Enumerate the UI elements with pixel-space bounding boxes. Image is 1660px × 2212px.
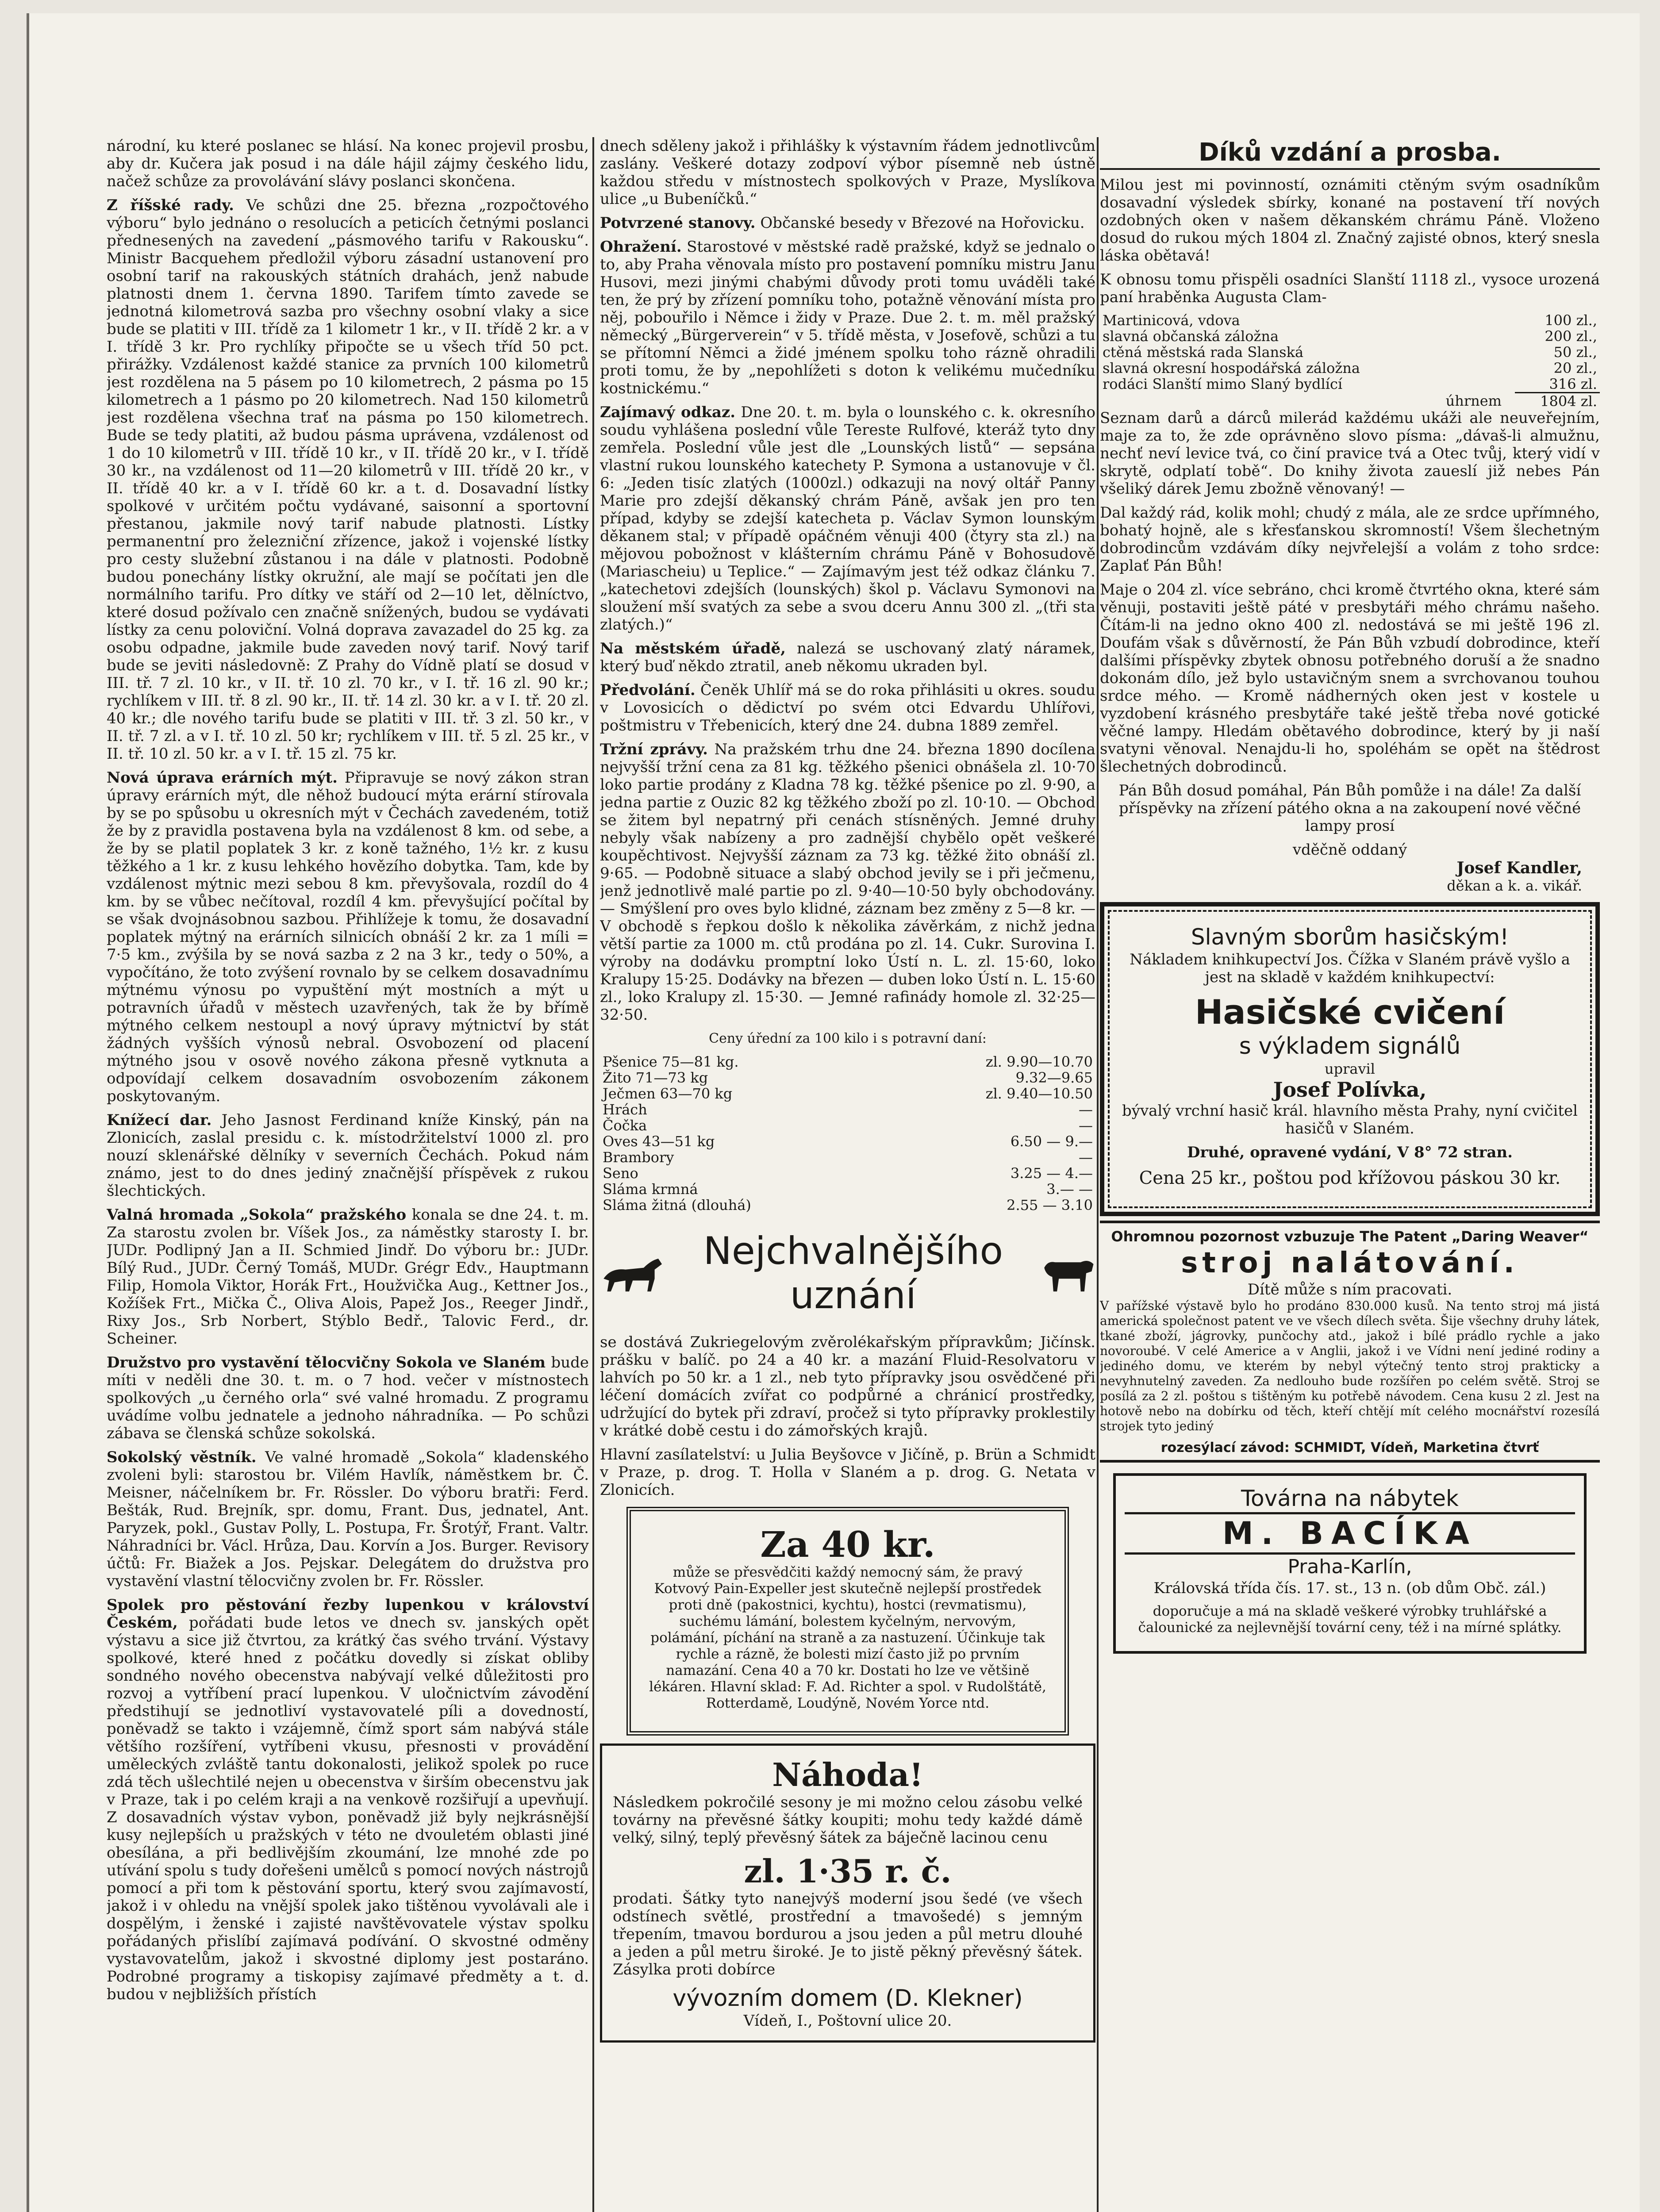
article xyxy=(107,1206,589,1348)
article xyxy=(107,769,589,1105)
commodity-price: zl. 9.90—10.70 xyxy=(985,1053,1093,1070)
notice-text: Milou jest mi povinností, oznámiti ctěným svým osadníkům dosavadní výsledek sbírky, konané na postavení tří nových ozdobných oken v našem děkanském chrámu Páně. Vloženo dosud do rukou mých 1804 zl. Značný zajisté obnos, který snesla láska obětavá! xyxy=(1100,176,1600,265)
article-text: Ve schůzi dne 25. března „rozpočtového výboru“ bylo jednáno o resolucích a peticích četnými poslanci přednesených na zavedení „pásmového tarifu v Rakousku“. Ministr Bacquehem předložil výboru zásadní ustanovení pro osobní tarif na rakouských státních drahách, jenž nabude platnosti dnem 1. června 1890. Tarifem tímto zavede se jednotná kilometrová sazba pro všechny osobní vlaky a sice bude se platiti v III. třídě za 1 kilometr 1 kr., v II. třídě 2 kr. a v I. třídě 3 kr. Pro rychlíky připočte se u všech tříd 50 pct. přirážky. Vzdálenost každé stanice za prvních 100 kilometrů jest rozdělena na 5 pásem po 10 kilometrech, 2 pásma po 15 kilometrech a 1 pásmo po 20 kilometrech. Nad 150 kilometrů jest rozdělena všechna trať na pásma po 150 kilometrech. Bude se tedy platiti, až budou pásma uprávena, vzdálenost od 1 do 10 kilometrů v III. třídě 10 kr., v II. třídě 20 kr., v I. třídě 30 kr., na vzdálenost od 11—20 kilometrů v III. třídě 20 kr., v II. třídě 40 kr. a v I. třídě 60 kr. a t. d. Dosavadní lístky spolkové v určitém počtu vydávané, saisonní a sportovní přestanou, jakmile nový tarif nabude platnosti. Lístky permanentní pro železniční zřízence, jakož i vojenské lístky pro cesty služební zůstanou i na dále v platnosti. Podobně budou ponechány lístky okružní, ale mají se počítati jen dle normálního tarifu. Pro dítky ve stáří od 2—10 let, dělníctvo, které dosud požívalo cen značně snížených, budou se vydávati lístky za cenu poloviční. Volná doprava zavazadel do 25 kg. za osobu odpadne, jakmile bude zaveden nový tarif. Nový tarif bude se jeviti následovně: Z Prahy do Vídně platí se dosud v III. tř. 7 zl. 10 kr., v II. tř. 10 zl. 70 kr., v I. tř. 16 zl. 90 kr.; rychlíkem v III. tř. 8 zl. 90 kr., II. tř. 14 zl. 30 kr. a v I. tř. 20 zl. 40 kr.; dle nového tarifu bude se platiti v III. tř. 3 zl. 50 kr., v II. tř. 7 zl. a v I. tř. 10 zl. 50 kr; rychlíkem v III. tř. 5 zl. 25 kr., v II. tř. 10 zl. 50 kr. a v I. tř. 15 zl. 75 kr. xyxy=(107,196,589,763)
ad-head: Továrna na nábytek xyxy=(1241,1486,1459,1511)
commodity-price: 2.55 — 3.10 xyxy=(1007,1197,1093,1214)
article-text: národní, ku které poslanec se hlásí. Na konec projevil prosbu, aby dr. Kučera jak posud i na dále hájil zájmy českého lidu, načež schůze za provolávání slávy poslanci skončena. xyxy=(107,137,589,190)
donor-amount: 50 zl., xyxy=(1553,344,1597,361)
notice-text: Pán Bůh dosud pomáhal, Pán Bůh pomůže i na dále! Za další příspěvky na zřízení pátého okna a na zakoupení nové věčné lampy prosí xyxy=(1118,782,1581,835)
hasici-ad xyxy=(1100,902,1600,1216)
commodity-name: Sláma žitná (dlouhá) xyxy=(603,1197,751,1214)
ad-head: Slavným sborům hasičským! xyxy=(1191,924,1509,950)
article xyxy=(107,196,589,763)
total-label: úhrnem xyxy=(1445,392,1502,410)
column-rule xyxy=(592,137,594,2212)
price-row xyxy=(600,1086,1095,1102)
closing: vděčně oddaný xyxy=(1292,841,1407,859)
donor-amount: 20 zl., xyxy=(1553,360,1597,376)
column-left xyxy=(107,137,589,2212)
donor-table xyxy=(1100,312,1600,392)
pain-expeller-ad xyxy=(626,1507,1069,1736)
ad-text: Nákladem knihkupectví Jos. Čížka v Slaném právě vyšlo a jest na skladě v každém knihkupectví: xyxy=(1130,951,1570,986)
ad-address: Královská třída čís. 17. st., 13 n. (ob dům Obč. zál.) xyxy=(1153,1579,1546,1597)
price-table xyxy=(600,1054,1095,1213)
article-heading: Potvrzené stanovy. xyxy=(600,214,756,232)
nahoda-ad xyxy=(600,1743,1095,2043)
article-heading: Knížecí dar. xyxy=(107,1111,212,1129)
donor-row xyxy=(1100,312,1600,328)
ad-firm: rozesýlací závod: SCHMIDT, Vídeň, Marketina čtvrť xyxy=(1100,1440,1600,1463)
notice-text: Maje o 204 zl. více sebráno, chci kromě čtvrtého okna, které sám věnuji, postaviti ještě páté v presbytáři mého chrámu našeho. Čítám-li na jedno okno 400 zl. nedostává se mi ještě 196 zl. Doufám však s důvěrností, že Pán Bůh vzbudí dobrodince, kteří dalšími příspěvky zbytek obnosu potřebného doruší a že snadno dokonám dílo, jež bylo ustavičným snem a svrchovanou touhou srdce mého. — Kromě nádherných oken jest v kostele u vyzdobení krásného presbytáře také ještě třeba nové gotické věčné lampy. Hledám obětavého dobrodince, který by ji naší svatyni věnoval. Nenajdu-li ho, spoléhám se opět na štědrost šlechetných dobrodinců. xyxy=(1100,581,1600,776)
donor-amount: 316 zl. xyxy=(1549,376,1597,392)
ad-text: Následkem pokročilé sesony je mi možno celou zásobu velké továrny na převěsné šátky koupiti; mohu tedy každé dámě velký, silný, teplý převěsný šátek za báječně lacinou cenu xyxy=(613,1793,1083,1847)
article xyxy=(107,1448,589,1590)
book-author: Josef Polívka, xyxy=(1273,1078,1427,1102)
commodity-name: Brambory xyxy=(603,1149,674,1166)
ad-title: stroj nalátování. xyxy=(1181,1247,1519,1279)
column-rule xyxy=(1097,137,1099,2212)
donor-row xyxy=(1100,328,1600,344)
ad-city: Praha-Karlín, xyxy=(1287,1555,1412,1578)
price-row xyxy=(600,1133,1095,1149)
article xyxy=(600,214,1095,232)
donor-total xyxy=(1100,392,1600,409)
commodity-name: Pšenice 75—81 kg. xyxy=(603,1053,739,1070)
column-right xyxy=(1100,137,1600,2212)
ad-text: doporučuje a má na skladě veškeré výrobky truhlářské a čalounické za nejlevnější tovární ceny, též i na mírné splátky. xyxy=(1138,1603,1562,1636)
article-heading: Zajímavý odkaz. xyxy=(600,403,736,421)
article-text: se dostává Zukriegelovým zvěrolékařským přípravkům; Jičínsk. prášku v balíč. po 24 a 40 kr. a mazání Fluid-Resolvatoru v lahvích po 50 kr. a 1 zl., neb tyto přípravky jsou osvědčené při léčení domácích zvířat co podpůrné a chránicí prostředky, udržující do bytek při zdraví, pročež si tyto přípravky proklestily v krátké době cestu i do zámořských krajů. xyxy=(600,1333,1095,1440)
article xyxy=(600,741,1095,1024)
article-heading: Na městském úřadě, xyxy=(600,640,786,657)
price-row xyxy=(600,1165,1095,1181)
donor-name: ctěná městská rada Slanská xyxy=(1103,344,1304,361)
banner-title: Nejchvalnějšího uznání xyxy=(703,1229,1003,1317)
notice-title: Díků vzdání a prosba. xyxy=(1100,137,1600,170)
newspaper-page xyxy=(27,13,1640,2212)
article-heading: Družstvo pro vystavění tělocvičny Sokola ve Slaném xyxy=(107,1354,546,1371)
commodity-price: 3.— — xyxy=(1046,1181,1093,1198)
article-heading: Sokolský věstník. xyxy=(107,1448,257,1466)
article xyxy=(107,1596,589,2003)
donor-row xyxy=(1100,344,1600,360)
price-row xyxy=(600,1070,1095,1086)
article xyxy=(107,1111,589,1200)
commodity-name: Seno xyxy=(603,1165,638,1182)
book-subtitle: s výkladem signálů xyxy=(1239,1033,1461,1060)
donor-name: slavná občanská záložna xyxy=(1103,328,1279,345)
horse-icon xyxy=(600,1249,665,1298)
article-text: Starostové v městské radě pražské, když se jednalo o to, aby Praha věnovala místo pro postavení pomníku mistru Janu Husovi, mezi jinými chabými důvody proti tomu uváděli také ten, že prý by zřízení pomníku toho, potažně věnování místa pro něj, pobouřilo i Němce i židy v Praze. Due 2. t. m. měl pražský německý „Bürgerverein“ v 5. třídě města, v Josefově, schůzi a tu se přítomní Němci a židé jménem spolku toho rázně ohradili proti tomu, že by „nepohlížeti s doton k velikému mučedníku kostnickému.“ xyxy=(600,238,1095,397)
column-middle xyxy=(600,137,1095,2212)
notice-text: Dal každý rád, kolik mohl; chudý z mála, ale ze srdce upřímného, bohatý hojně, ale s křesťanskou skromností! Všem šlechetným dobrodincům vzdávám díky nejvřelejší a volám z toho srdce: Zaplať Pán Bůh! xyxy=(1100,504,1600,575)
article-heading: Předvolání. xyxy=(600,681,696,699)
ad-price: zl. 1·35 r. č. xyxy=(744,1852,952,1890)
commodity-name: Oves 43—51 kg xyxy=(603,1133,715,1150)
author-desc: bývalý vrchní hasič král. hlavního města Prahy, nyní cvičitel hasičů v Slaném. xyxy=(1122,1102,1578,1137)
article xyxy=(600,403,1095,634)
commodity-name: Sláma krmná xyxy=(603,1181,698,1198)
price-row xyxy=(600,1102,1095,1118)
article-heading: Spolek pro pěstování řezby lupenkou v království Českém, xyxy=(107,1596,589,1632)
ad-text: prodati. Šátky tyto nanejvýš moderní jsou šedé (ve všech odstínech světlé, prostřední a tmavošedé) s jemným třepením, tmavou bordurou a jsou jeden a půl metru dlouhé a jeden a půl metru široké. Je to jistě pěkný převěsný šátek. Zásylka proti dobírce xyxy=(613,1890,1083,1978)
price-table-title: Ceny úřední za 100 kilo i s potravní daní: xyxy=(709,1031,987,1046)
article-text: nalezá se uschovaný zlatý náramek, který buď někdo ztratil, aneb někomu ukraden byl. xyxy=(600,640,1095,675)
donor-name: rodáci Slanští mimo Slaný bydlící xyxy=(1103,376,1343,392)
notice-text: K obnosu tomu přispěli osadníci Slanští 1118 zl., vysoce urozená paní hraběnka Augusta Clam- xyxy=(1100,271,1600,306)
signature-title: děkan a k. a. vikář. xyxy=(1447,877,1582,894)
commodity-name: Čočka xyxy=(603,1117,647,1134)
total-amount: 1804 zl. xyxy=(1515,393,1600,410)
commodity-name: Ječmen 63—70 kg xyxy=(603,1085,733,1102)
price-row xyxy=(600,1149,1095,1165)
commodity-price: zl. 9.40—10.50 xyxy=(985,1085,1093,1102)
commodity-price: — xyxy=(1079,1101,1093,1118)
article-text: Čeněk Uhlíř má se do roka přihlásiti u okres. soudu v Lovosicích o dědictví po svém otci Edvardu Uhlířovi, poštmistru v Třebenicích, který dne 24. dubna 1889 zemřel. xyxy=(600,681,1095,734)
furniture-ad xyxy=(1113,1473,1587,1654)
donor-row xyxy=(1100,360,1600,376)
article-heading: Z říšské rady. xyxy=(107,196,234,214)
book-price: Cena 25 kr., poštou pod křížovou páskou 30 kr. xyxy=(1139,1168,1561,1188)
banner-row xyxy=(600,1222,1095,1325)
article-text: Dne 20. t. m. byla o lounského c. k. okresního soudu vyhlášena poslední vůle Tereste Rulfové, kteráž tyto dny zemřela. Poslední vůle jest dle „Lounských listů“ — sepsána vlastní rukou lounského katechety P. Symona a ustanovuje v čl. 6: „Jeden tisíc zlatých (1000zl.) odkazuji na nový oltář Panny Marie pro zdejší děkanský chrám Páně, avšak jen pro ten případ, kdyby se zdejší katecheta p. Václav Symon lounským děkanem stal; v případě opáčném věnuji 400 (čtyry sta zl.) na mějovou pobožnost v klášterním chrámu Páně v Bohosudově (Mariascheiu) u Teplice.“ — Zajímavým jest též odkaz článku 7. „katechetovi zdejších (lounských) škol p. Václavu Symonovi na sloužení mší svatých za sebe a svou dceru Annu 300 zl. „(tři sta zlatých.)“ xyxy=(600,403,1095,634)
article-text: bude míti v neděli dne 30. t. m. o 7 hod. večer v místnostech spolkových „u černého orla“ své valné hromadu. Z programu uvádíme volbu jednatele a jednoho náhradníka. — Po schůzi zábava se členská schůze sokolská. xyxy=(107,1354,589,1442)
ad-text: V pařížské výstavě bylo ho prodáno 830.000 kusů. Na tento stroj má jistá americká společnost patent ve ve všech dílech světa. Šije všechny druhy látek, tkané zboží, jágrovky, punčochy atd., jakož i bílé prádlo rychle a jako novoroubé. V celé Americe a v Anglii, jakož i ve Vídni není jediné rodiny a jediného domu, ve kterém by nebyl výtečný tento stroj prakticky a nevyhnutelný zaveden. Za nedlouho bude rozšířen po celém světě. Stroj se posílá za 2 zl. poštou s tištěným ku potřebě návodem. Cena kusu 2 zl. Jest na hotově nebo na dobírku od těch, kteří chtějí mít celého mocnářství rozesílá strojek tyto jediný xyxy=(1100,1298,1600,1433)
price-row xyxy=(600,1181,1095,1197)
ad-title: Za 40 kr. xyxy=(760,1524,935,1565)
donor-amount: 200 zl., xyxy=(1545,328,1597,345)
donor-name: slavná okresní hospodářská záložna xyxy=(1103,360,1360,376)
cow-icon xyxy=(1041,1249,1095,1298)
donor-row xyxy=(1100,376,1600,392)
commodity-price: — xyxy=(1079,1149,1093,1166)
article xyxy=(600,640,1095,675)
article-text: Hlavní zasílatelství: u Julia Beyšovce v Jičíně, p. Brün a Schmidt v Praze, p. drog. T. Holla v Slaném a p. drog. G. Netata v Zlonicích. xyxy=(600,1446,1095,1499)
article-heading: Ohražení. xyxy=(600,238,682,256)
price-row xyxy=(600,1118,1095,1133)
article-text: dnech sděleny jakož i přihlášky k výstavním řádem jednotlivcům zaslány. Veškeré dotazy zodpoví výbor písemně neb ústně každou středu v místnostech spolkových v Praze, Myslíkova ulice „u Bubeníčků.“ xyxy=(600,137,1095,208)
article xyxy=(600,681,1095,734)
book-edition: Druhé, opravené vydání, V 8° 72 stran. xyxy=(1187,1144,1513,1161)
ad-firm: vývozním domem (D. Klekner) xyxy=(672,1985,1023,2012)
article-text: Občanské besedy v Březové na Hořovicku. xyxy=(760,214,1085,232)
commodity-price: 3.25 — 4.— xyxy=(1010,1165,1093,1182)
article xyxy=(107,1354,589,1442)
ad-address: Vídeň, I., Poštovní ulice 20. xyxy=(743,2012,952,2030)
loom-ad xyxy=(1100,1221,1600,1463)
signature: Josef Kandler, xyxy=(1456,859,1582,877)
book-title: Hasičské cvičení xyxy=(1195,992,1505,1032)
commodity-name: Hrách xyxy=(603,1101,647,1118)
commodity-price: 6.50 — 9.— xyxy=(1010,1133,1093,1150)
article-text: pořádati bude letos ve dnech sv. janských opět výstavu a sice již čtvrtou, za krátký čas svého trvání. Výstavy spolkové, které hned z počátku dovedly si získat obliby sondného nového obecenstva nabývají velké důležitosti pro rozvoj a vytříbení prací lupenkou. V uločnictvím závodění předstihují se jednotliví vystavovatelé píli a dovedností, poněvadž se takto i vzájemně, čímž sport sám nabývá stále většího rozšíření, vytříbeni vkusu, přesnosti v provádění uměleckých zvláště tantu dokonalosti, jelikož spolek po ruce zdá těch ušlechtilé nejen u obecenstva v širším obecenstvu jak v Praze, tak i po celém kraji a na venkově rozšiřují a upevňují. Z dosavadních výstav vybon, poněvadž již byly nejkrásnější kusy nejlepších u pražských v této ne dvouletém oblasti jiné obesílána, a při bedlivějším zkoumání, lze mnohé zde po utívání spolu s tudy dořešeni umělců s pomocí nových nástrojů pomocí a při tom k pěstování sportu, který svou zajímavostí, jakož i v ohledu na vnější spolek jako tištěnou vyvolávali ale i dospělým, i ženské i zajisté navštěvovatele výstav spolku pořádaných přislíbí zajímavá podívání. O skvostné odměny vystavovatelům, jakož i skvostné diplomy jest postaráno. Podrobné programy a tiskopisy zajímavé předměty a t. d. budou v nejbližších přístích xyxy=(107,1614,589,2003)
price-row xyxy=(600,1054,1095,1070)
notice-text: Seznam darů a dárců milerád každému ukáži ale neuveřejním, maje za to, že zde oprávněno slovo písma: „dávaš-li almužnu, nechť neví levice tvá, co činí pravice tvá a Otec tvůj, který vidí v skrytě, odplatí tobě“. Do knihy života zaueslí již nebes Pán všeliký dárek Jemu zbožně věnovaný! — xyxy=(1100,409,1600,498)
article-heading: Tržní zprávy. xyxy=(600,741,708,758)
commodity-price: — xyxy=(1079,1117,1093,1134)
article-heading: Valná hromada „Sokola“ pražského xyxy=(107,1206,407,1224)
commodity-price: 9.32—9.65 xyxy=(1015,1069,1093,1086)
article-text: konala se dne 24. t. m. Za starostu zvolen br. Víšek Jos., za náměstky starosty I. br. JUDr. Podlipný Jan a II. Schmied Jindř. Do výboru br.: JUDr. Bílý Rud., JUDr. Černý Tomáš, MUDr. Grégr Edv., Hauptmann Filip, Homola Viktor, Horák Frt., Houžvička Aug., Kettner Jos., Kožíšek Frt., Mička Č., Oliva Alois, Papež Jos., Reeger Jindř., Rixy Jos., Srb Norbert, Stýblo Bedř., Talovic Ferd., dr. Scheiner. xyxy=(107,1206,589,1348)
article-text: Na pražském trhu dne 24. března 1890 docílena nejvyšší tržní cena za 81 kg. těžkého pšenici obnášela zl. 10·70 loko partie prodány z Kladna 78 kg. těžké pšenice po zl. 9·90, a jedna partie z Ouzic 82 kg těžkého zboží po zl. 10·10. — Obchod se žitem byl nepatrný při cenách stísněných. Jemné druhy nebyly však nabízeny a pro zadnější chybělo opět veškeré koupěchtivost. Nejvyšší záznam za 73 kg. těžké žito obnáší zl. 9·65. — Podobně situace a slabý obchod jevily se i při ječmenu, jenž jednotlivě malé partie po zl. 9·40—10·50 byly obchodovány. — Smýšlení pro oves bylo klidné, záznam bez změny z 5—8 kr. — V obchodě s řepkou došlo k několika závěrkám, z nichž jedna větší partie za 1000 m. ctů prodána po zl. 14. Cukr. Surovina I. výroby na dodávku promptní loko Ústí n. L. zl. 15·60, loko Kralupy 15·25. Dodávky na březen — duben loko Ústí n. L. 15·60 zl., loko Kralupy zl. 15·30. — Jemné rafinády homole zl. 32·25—32·50. xyxy=(600,741,1095,1024)
article-text: Připravuje se nový zákon stran úpravy erárních mýt, dle něhož budoucí mýta erární stírovala by se po spůsobu u okresních mýt v Čechách zavedeném, totiž že by z pravidla postavena byla na vzdálenost 8 km. od sebe, a že by se platil poplatek 3 kr. z koně tažného, 1½ kr. z kusu těžkého a 1 kr. z kusu lehkého hovězího dobytka. Tam, kde by vzdálenost mýtnic mezi sebou 8 km. převyšovala, rozdíl do 4 km. by se vůbec nečítoval, rozdíl 4 km. převyšující počítal by se však dvojnásobnou sazbou. Přihlížeje k tomu, že dosavadní poplatek mýtný na erárních silnicích obnáší 2 kr. za 1 míli = 7·5 km., zvýšila by se nová sazba z 2 na 3 kr., tedy o 50%, a vypočítáno, že toto zvýšení rovnalo by se celkem dosavadnímu mýtnému výnosu po vypuštění mýt mostních a mýt u potravních úřadů v městech uzavřených, tak že by břímě mýtného celkem nestoupl a nový úpravy mýtnictví by stát žádných vyšších výnosů nebral. Osvobození od placení mýtného jsou v osově nového zákona přesně vytknuta a odpovídají celkem dosavadním osvobozením zákonem poskytovaným. xyxy=(107,769,589,1105)
ad-title: Náhoda! xyxy=(772,1756,923,1793)
donor-name: Martinicová, vdova xyxy=(1103,312,1240,329)
article-text: Ve valné hromadě „Sokola“ kladenského zvoleni byli: starostou br. Vilém Havlík, náměstkem br. Č. Meisner, náčelníkem br. Fr. Rössler. Do výboru bratři: Ferd. Bešták, Rud. Brejník, spr. domu, Frant. Dus, jednatel, Ant. Paryzek, pokl., Gustav Polly, L. Postupa, Fr. Šrotýř, Frant. Valtr. Náhradníci br. Václ. Hrůza, Dau. Korvín a Jos. Burger. Revisory účtů: Fr. Biažek a Jos. Pejskar. Delegátem do družstva pro vystavění vlastní tělocvičny zvolen br. Fr. Rössler. xyxy=(107,1448,589,1590)
book-upravil: upravil xyxy=(1324,1060,1375,1077)
commodity-name: Žito 71—73 kg xyxy=(603,1069,708,1086)
ad-head: Ohromnou pozornost vzbuzuje The Patent „Daring Weaver“ xyxy=(1111,1228,1589,1245)
ad-text: může se přesvědčiti každý nemocný sám, že pravý Kotvový Pain-Expeller jest skutečně nejlepší prostředek proti dně (pakostnici, kychtu), hostci (revmatismu), suchému lámání, bolestem kyčelným, nervovým, polámání, píchání na straně a za nastuzení. Účinkuje tak rychle a rázně, že bolesti mizí často již po prvním namazání. Cena 40 a 70 kr. Dostati ho lze ve většině lékáren. Hlavní sklad: F. Ad. Richter a spol. v Rudolštátě, Rotterdamě, Loudýně, Novém Yorce ntd. xyxy=(649,1564,1046,1711)
price-row xyxy=(600,1197,1095,1213)
donor-amount: 100 zl., xyxy=(1545,312,1597,329)
article-text: Jeho Jasnost Ferdinand kníže Kinský, pán na Zlonicích, zaslal presidu c. k. místodržitelství 1000 zl. pro nouzí sklenářské dělníky v severních Čechách. Pokud nám známo, jest to do dnes jediný značnější příspěvek z rukou šlechtických. xyxy=(107,1111,589,1200)
ad-subtitle: Dítě může s ním pracovati. xyxy=(1247,1281,1452,1298)
article-heading: Nová úprava erárních mýt. xyxy=(107,769,338,787)
ad-firm: M. BACÍKA xyxy=(1125,1512,1575,1555)
article xyxy=(600,238,1095,397)
